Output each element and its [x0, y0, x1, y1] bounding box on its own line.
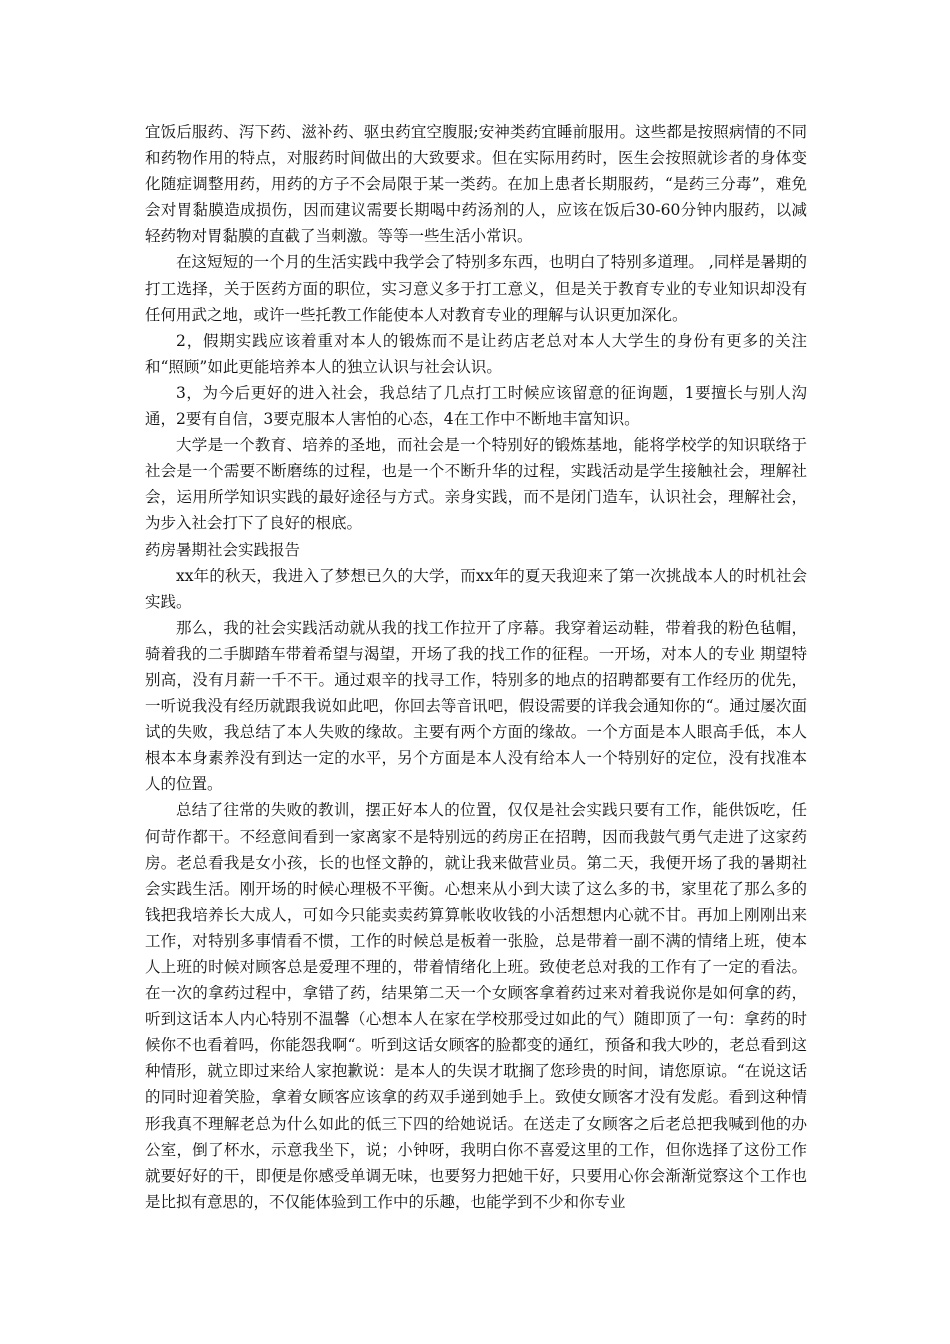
paragraph-point-2: 2，假期实践应该着重对本人的锻炼而不是让药店老总对本人大学生的身份有更多的关注和“照顾”如此更能培养本人的独立认识与社会认识。 [145, 331, 807, 376]
paragraph-university-society: 大学是一个教育、培养的圣地，而社会是一个特别好的锻炼基地，能将学校学的知识联络于社会是一个需要不断磨练的过程，也是一个不断升华的过程，实践活动是学生接触社会，理解社会，运用所学知识实践的最好途径与方式。亲身实践，而不是闭门造车，认识社会，理解社会，为步入社会打下了良好的根底。 [145, 436, 807, 533]
paragraph-job-search: 那么，我的社会实践活动就从我的找工作拉开了序幕。我穿着运动鞋，带着我的粉色毡帽，骑着我的二手脚踏车带着希望与渴望，开场了我的找工作的征程。一开场，对本人的专业 期望特别高，没有月薪一千不干。通过艰辛的找寻工作，特别多的地点的招聘都要有工作经历的优先，一听说我没有经历就跟我说如此吧，你回去等音讯吧，假设需要的详我会通知你的“。通过屡次面试的失败，我总结了本人失败的缘故。主要有两个方面的缘故。一个方面是本人眼高手低，本人根本本身素养没有到达一定的水平，另个方面是本人没有给本人一个特别好的定位，没有找准本人的位置。 [145, 618, 807, 794]
paragraph-pharmacy-work: 总结了往常的失败的教训，摆正好本人的位置，仅仅是社会实践只要有工作，能供饭吃，任何苛作都干。不经意间看到一家离家不是特别远的药房正在招聘，因而我鼓气勇气走进了这家药房。老总看我是女小孩，长的也怪文静的，就让我来做营业员。第二天，我便开场了我的暑期社会实践生活。刚开场的时候心理极不平衡。心想来从小到大读了这么多的书，家里花了那么多的钱把我培养长大成人，可如今只能卖卖药算算帐收收钱的小活想想内心就不甘。再加上刚刚出来工作，对特别多事情看不惯，工作的时候总是板着一张脸，总是带着一副不满的情绪上班，使本人上班的时候对顾客总是爱理不理的，带着情绪化上班。致使老总对我的工作有了一定的看法。 在一次的拿药过程中，拿错了药，结果第二天一个女顾客拿着药过来对着我说你是如何拿的药，听到这话本人内心特别不温馨（心想本人在家在学校那受过如此的气）随即顶了一句：拿药的时候你不也看着吗，你能怨我啊“。听到这话女顾客的脸都变的通红，预备和我大吵的，老总看到这种情形，就立即过来给人家抱歉说：是本人的失误才耽搁了您珍贵的时间，请您原谅。“在说这话的同时迎着笑脸，拿着女顾客应该拿的药双手递到她手上。致使女顾客才没有发彪。看到这种情形我真不理解老总为什么如此的低三下四的给她说话。在送走了女顾客之后老总把我喊到他的办公室，倒了杯水，示意我坐下，说；小钟呀，我明白你不喜爱这里的工作，但你选择了这份工作就要好好的干，即便是你感受单调无味，也要努力把她干好，只要用心你会渐渐觉察这个工作也是比拟有意思的，不仅能体验到工作中的乐趣，也能学到不少和你专业 [145, 801, 807, 1211]
paragraph-intro: xx年的秋天，我进入了梦想已久的大学，而xx年的夏天我迎来了第一次挑战本人的时机社会实践。 [145, 566, 807, 611]
section-heading: 药房暑期社会实践报告 [145, 540, 301, 559]
paragraph-learning-summary: 在这短短的一个月的生活实践中我学会了特别多东西，也明白了特别多道理。 ,同样是暑期的打工选择，关于医药方面的职位，实习意义多于打工意义，但是关于教育专业的专业知识却没有任何用武之地，或许一些托教工作能使本人对教育专业的理解与认识更加深化。 [145, 253, 807, 324]
paragraph-medication-timing: 宜饭后服药、泻下药、滋补药、驱虫药宜空腹服;安神类药宜睡前服用。这些都是按照病情的不同和药物作用的特点，对服药时间做出的大致要求。但在实际用药时，医生会按照就诊者的身体变化随症调整用药，用药的方子不会局限于某一类药。在加上患者长期服药，“是药三分毒”，难免会对胃黏膜造成损伤，因而建议需要长期喝中药汤剂的人，应该在饭后30-60分钟内服药，以减轻药物对胃黏膜的直截了当刺激。等等一些生活小常识。 [145, 123, 807, 246]
paragraph-point-3: 3，为今后更好的进入社会，我总结了几点打工时候应该留意的征询题，1要擅长与别人沟通，2要有自信，3要克服本人害怕的心态，4在工作中不断地丰富知识。 [145, 383, 807, 429]
document-body [145, 119, 807, 1215]
